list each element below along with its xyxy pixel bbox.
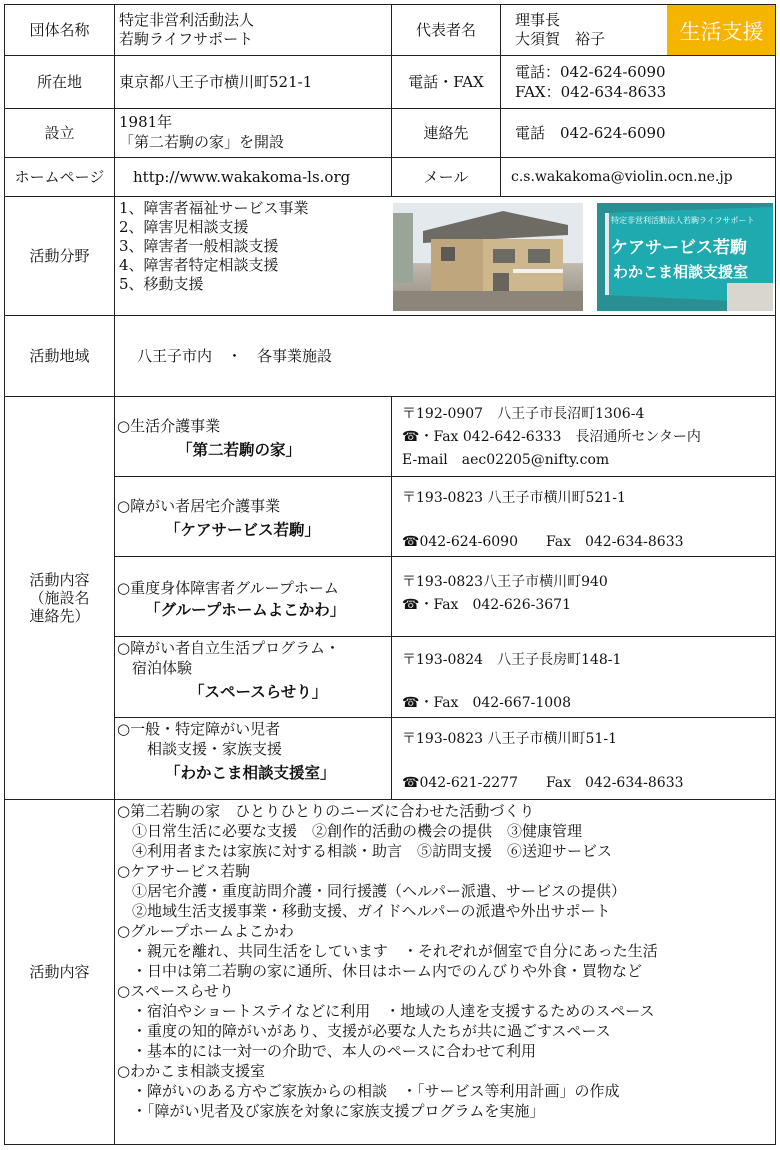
phone-value: 電話：042-624-6090	[515, 63, 666, 81]
org-name-line-2: 若駒ライフサポート	[119, 30, 254, 48]
facilities-label-line-2: （施設名	[29, 589, 90, 607]
phone-fax-label: 電話・FAX	[391, 55, 501, 109]
facility-5-address: 〒193-0823 八王子市横川町51-1	[402, 731, 617, 747]
activity-line: ○ケアサービス若駒	[117, 862, 251, 880]
activity-line: ①日常生活に必要な支援 ②創作的活動の機会の提供 ③健康管理	[117, 822, 583, 840]
facility-3-desc-cell	[114, 556, 392, 637]
activities-label: 活動内容	[4, 799, 115, 1145]
facilities-label-line-3: 連絡先）	[29, 607, 90, 625]
category-badge: 生活支援	[667, 5, 776, 56]
facility-4-phone: ☎・Fax 042-667-1008	[402, 695, 571, 711]
activity-line: ・宿泊やショートステイなどに利用 ・地域の人達を支援するためのスペース	[117, 1002, 655, 1020]
mail-label: メール	[391, 157, 501, 197]
sign-line-3: わかこま相談支援室	[613, 263, 749, 281]
facility-3-address: 〒193-0823八王子市横川町940	[402, 574, 608, 590]
sign-line-1: 特定非営利活動法人若駒ライフサポート	[611, 216, 755, 225]
facility-1-desc: ○生活介護事業	[117, 417, 221, 435]
facilities-label-line-1: 活動内容	[29, 571, 90, 589]
founded-year: 1981年	[119, 113, 173, 131]
founded-note: 「第二若駒の家」を開設	[119, 133, 285, 151]
field-item-1: 1、障害者福祉サービス事業	[119, 199, 309, 217]
activity-line: ・「障がい児者及び家族を対象に家族支援プログラムを実施」	[117, 1102, 545, 1120]
activity-line: ・日中は第二若駒の家に通所、休日はホーム内でのんびりや外食・買物など	[117, 962, 643, 980]
facility-4-name: 「スペースらせり」	[189, 683, 328, 701]
rep-title: 理事長	[515, 11, 561, 29]
facility-2-desc-cell	[114, 476, 392, 557]
rep-cell	[500, 4, 776, 56]
facility-1-contact-cell	[391, 396, 776, 477]
facilities-label	[4, 396, 115, 800]
activity-line: ②地域生活支援事業・移動支援、ガイドヘルパーの派遣や外出サポート	[117, 902, 611, 920]
rep-name: 大須賀 裕子	[515, 30, 606, 48]
activity-line: ・重度の知的障がいがあり、支援が必要な人たちが共に過ごすスペース	[117, 1022, 611, 1040]
facility-1-email: E-mail aec02205@nifty.com	[402, 452, 610, 468]
fields-cell	[114, 196, 776, 316]
founded-cell	[114, 108, 392, 158]
homepage-label: ホームページ	[4, 157, 115, 197]
activity-line: ・親元を離れ、共同生活をしています ・それぞれが個室で自分にあった生活	[117, 942, 658, 960]
house-photo	[393, 203, 583, 311]
address-cell	[114, 55, 392, 109]
facility-3-contact-cell	[391, 556, 776, 637]
org-name-line-1: 特定非営利活動法人	[119, 11, 255, 29]
fields-label: 活動分野	[4, 196, 115, 316]
field-item-3: 3、障害者一般相談支援	[119, 237, 279, 255]
facility-5-desc-line-1: ○一般・特定障がい児者	[117, 720, 281, 738]
activity-line: ○スペースらせり	[117, 982, 234, 1000]
facility-2-contact-cell	[391, 476, 776, 557]
mail-cell	[500, 157, 776, 197]
facility-1-address: 〒192-0907 八王子市長沼町1306-4	[402, 406, 645, 422]
contact-cell	[500, 108, 776, 158]
field-item-2: 2、障害児相談支援	[119, 218, 249, 236]
organization-profile-sheet	[4, 4, 776, 1146]
activity-line: ○グループホームよこかわ	[117, 922, 294, 940]
area-value: 八王子市内 ・ 各事業施設	[137, 347, 333, 365]
facility-4-desc-line-1: ○障がい者自立生活プログラム・	[117, 639, 340, 657]
house-illustration	[393, 203, 583, 311]
facility-1-desc-cell	[114, 396, 392, 477]
facility-2-desc: ○障がい者居宅介護事業	[117, 497, 281, 515]
address-label: 所在地	[4, 55, 115, 109]
activity-line: ○第二若駒の家 ひとりひとりのニーズに合わせた活動づくり	[117, 802, 535, 820]
mail-link[interactable]: c.s.wakakoma@violin.ocn.ne.jp	[511, 169, 733, 185]
founded-label: 設立	[4, 108, 115, 158]
sign-photo	[597, 203, 773, 311]
facility-2-address: 〒193-0823 八王子市横川町521-1	[402, 490, 626, 506]
homepage-cell	[114, 157, 392, 197]
org-name-label: 団体名称	[4, 4, 115, 56]
address-value: 東京都八王子市横川町521-1	[119, 73, 313, 91]
activity-line: ○わかこま相談支援室	[117, 1062, 266, 1080]
activity-line: ・障がいのある方やご家族からの相談 ・「サービス等利用計画」の作成	[117, 1082, 620, 1100]
facility-2-name: 「ケアサービス若駒」	[165, 521, 321, 539]
facility-3-desc: ○重度身体障害者グループホーム	[117, 579, 339, 597]
fax-value: FAX：042-634-8633	[515, 83, 667, 101]
facility-5-name: 「わかこま相談支援室」	[165, 764, 336, 782]
facility-5-desc-line-2: 相談支援・家族支援	[117, 740, 283, 758]
facility-3-phone: ☎・Fax 042-626-3671	[402, 597, 571, 613]
rep-label: 代表者名	[391, 4, 501, 56]
activities-cell	[114, 799, 776, 1145]
area-label: 活動地域	[4, 315, 115, 397]
facility-5-desc-cell	[114, 717, 392, 800]
contact-label: 連絡先	[391, 108, 501, 158]
facility-1-phone: ☎・Fax 042-642-6333 長沼通所センター内	[402, 429, 701, 445]
facility-2-phone: ☎042-624-6090 Fax 042-634-8633	[402, 534, 684, 550]
phone-fax-cell	[500, 55, 776, 109]
facility-4-desc-line-2: 宿泊体験	[117, 659, 193, 677]
facility-4-contact-cell	[391, 636, 776, 718]
activity-line: ④利用者または家族に対する相談・助言 ⑤訪問支援 ⑥送迎サービス	[117, 842, 613, 860]
facility-4-address: 〒193-0824 八王子長房町148-1	[402, 652, 622, 668]
facility-3-name: 「グループホームよこかわ」	[145, 601, 346, 619]
field-item-4: 4、障害者特定相談支援	[119, 256, 279, 274]
facility-4-desc-cell	[114, 636, 392, 718]
contact-value: 電話 042-624-6090	[515, 124, 666, 142]
sign-line-2: ケアサービス若駒	[611, 238, 747, 258]
facility-5-phone: ☎042-621-2277 Fax 042-634-8633	[402, 775, 684, 791]
homepage-link[interactable]: http://www.wakakoma-ls.org	[133, 168, 351, 186]
org-name-cell	[114, 4, 392, 56]
facility-5-contact-cell	[391, 717, 776, 800]
field-item-5: 5、移動支援	[119, 275, 204, 293]
activity-line: ①居宅介護・重度訪問介護・同行援護（ヘルパー派遣、サービスの提供）	[117, 882, 626, 900]
activity-line: ・基本的には一対一の介助で、本人のペースに合わせて利用	[117, 1042, 536, 1060]
facility-1-name: 「第二若駒の家」	[177, 441, 302, 459]
area-cell	[114, 315, 776, 397]
